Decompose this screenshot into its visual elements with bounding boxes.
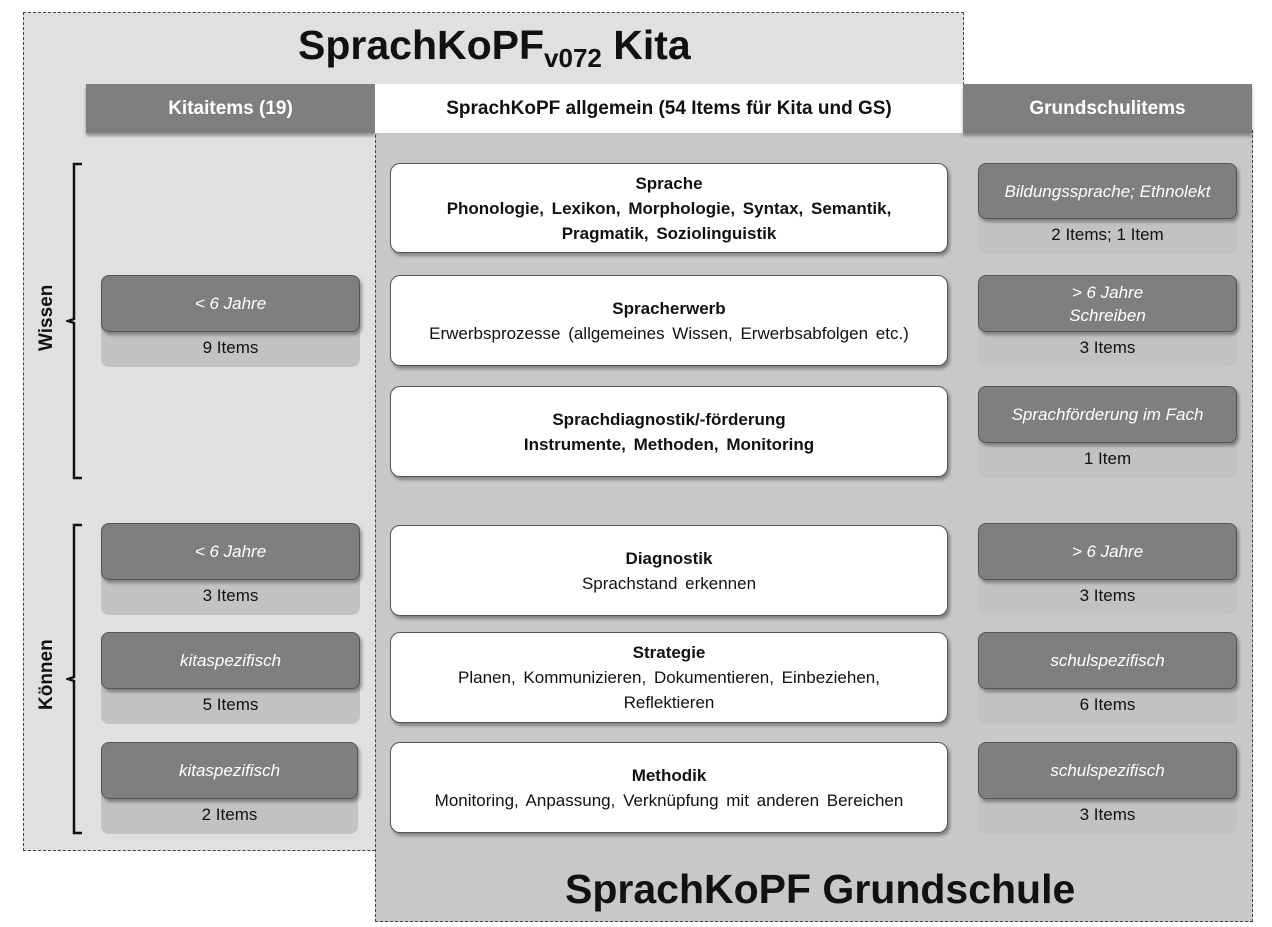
koennen-label: Können	[36, 639, 57, 710]
gs-item-tag: Bildungssprache; Ethnolekt	[978, 163, 1237, 219]
wissen-label: Wissen	[36, 284, 57, 351]
general-item-strategie: Strategie Planen, Kommunizieren, Dokumentieren, Einbeziehen, Reflektieren	[390, 632, 948, 723]
kita-item-tag: kitaspezifisch	[101, 632, 360, 689]
gs-item-tag: > 6 Jahre	[978, 523, 1237, 580]
kita-item-tag: < 6 Jahre	[101, 523, 360, 580]
kita-item-tag: < 6 Jahre	[101, 275, 360, 332]
kita-item-count: 5 Items	[101, 677, 360, 724]
general-item-methodik: Methodik Monitoring, Anpassung, Verknüpfung mit anderen Bereichen	[390, 742, 948, 833]
general-item-spracherwerb: Spracherwerb Erwerbsprozesse (allgemeines Wissen, Erwerbsabfolgen etc.)	[390, 275, 948, 366]
gs-item-tag: Sprachförderung im Fach	[978, 386, 1237, 443]
wissen-brace	[66, 162, 86, 480]
kita-item-count: 3 Items	[101, 568, 360, 615]
grundschule-column-header: Grundschulitems	[963, 84, 1252, 133]
kita-item-count: 9 Items	[101, 320, 360, 367]
general-column-header: SprachKoPF allgemein (54 Items für Kita und GS)	[375, 84, 963, 133]
general-item-sprache: Sprache Phonologie, Lexikon, Morphologie, Syntax, Semantik, Pragmatik, Soziolinguistik	[390, 163, 948, 253]
gs-item-count: 1 Item	[978, 431, 1237, 478]
grundschule-title: SprachKoPF Grundschule	[565, 866, 1076, 912]
gs-item-count: 3 Items	[978, 787, 1237, 834]
general-item-sprachdiagnostik: Sprachdiagnostik/-förderung Instrumente, Methoden, Monitoring	[390, 386, 948, 477]
kita-title: SprachKoPF$_{v072}$ Kita	[298, 22, 691, 73]
gs-item-count: 6 Items	[978, 677, 1237, 724]
gs-item-tag: schulspezifisch	[978, 742, 1237, 799]
gs-item-count: 2 Items; 1 Item	[978, 207, 1237, 254]
kita-column-header: Kitaitems (19)	[86, 84, 375, 133]
gs-item-tag: > 6 Jahre Schreiben	[978, 275, 1237, 332]
koennen-brace	[66, 523, 86, 835]
kita-item-count: 2 Items	[101, 787, 358, 834]
gs-item-tag: schulspezifisch	[978, 632, 1237, 689]
gs-item-count: 3 Items	[978, 320, 1237, 367]
gs-item-count: 3 Items	[978, 568, 1237, 615]
general-item-diagnostik: Diagnostik Sprachstand erkennen	[390, 525, 948, 616]
kita-item-tag: kitaspezifisch	[101, 742, 358, 799]
